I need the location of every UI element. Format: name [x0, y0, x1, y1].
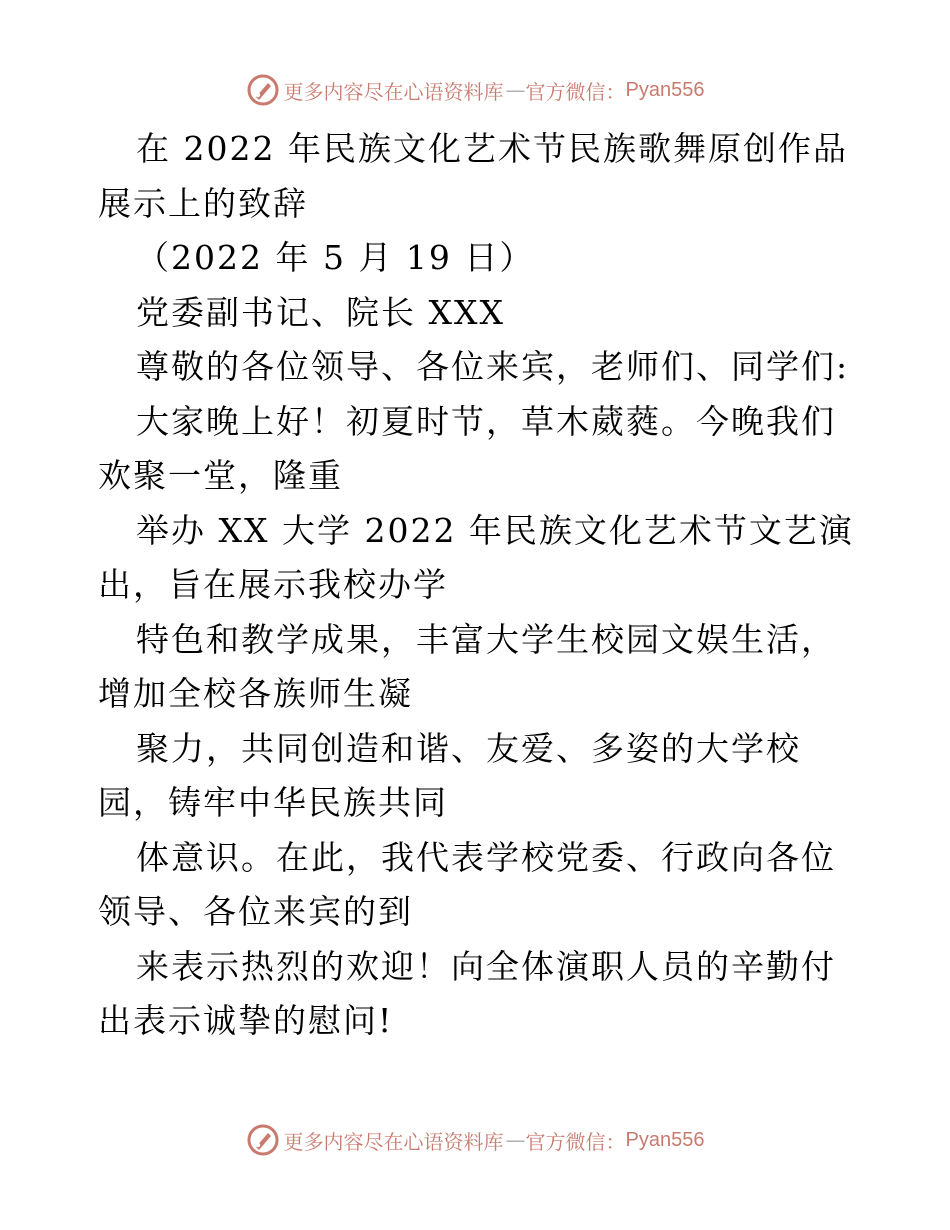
- watermark-text: 更多内容尽在心语资料库: [283, 1129, 504, 1154]
- pen-logo-icon: [246, 1123, 280, 1157]
- watermark-suffix: 官方微信：: [525, 1129, 626, 1154]
- document-paragraph: 来表示热烈的欢迎！向全体演职人员的辛勤付出表示诚挚的慰问!: [98, 946, 836, 1040]
- watermark-dash: —: [505, 78, 524, 102]
- document-paragraph: 举办 XX 大学 2022 年民族文化艺术节文艺演出，旨在展示我校办学: [98, 510, 854, 604]
- document-paragraph: 大家晚上好！初夏时节，草木葳蕤。今晚我们欢聚一堂，隆重: [98, 401, 836, 495]
- document-paragraph: 体意识。在此，我代表学校党委、行政向各位领导、各位来宾的到: [98, 837, 836, 931]
- document-body: [98, 122, 868, 1049]
- watermark-wechat-id: Pyan556: [625, 1128, 705, 1151]
- watermark-suffix: 官方微信：: [525, 79, 626, 104]
- document-speaker: 党委副书记、院长 XXX: [136, 292, 505, 332]
- watermark-banner-top: [0, 70, 950, 110]
- pen-logo-icon: [246, 73, 280, 107]
- document-salutation: 尊敬的各位领导、各位来宾，老师们、同学们:: [136, 347, 850, 386]
- document-paragraph: 聚力，共同创造和谐、友爱、多姿的大学校园，铸牢中华民族共同: [98, 728, 801, 822]
- watermark-banner-bottom: [0, 1120, 950, 1160]
- watermark-text: 更多内容尽在心语资料库: [283, 79, 504, 104]
- watermark-dash: —: [505, 1128, 524, 1152]
- document-paragraph: 特色和教学成果，丰富大学生校园文娱生活，增加全校各族师生凝: [98, 619, 836, 713]
- watermark-wechat-id: Pyan556: [625, 78, 705, 101]
- document-title: 在 2022 年民族文化艺术节民族歌舞原创作品展示上的致辞: [98, 129, 848, 223]
- document-date: （2022 年 5 月 19 日）: [136, 238, 535, 277]
